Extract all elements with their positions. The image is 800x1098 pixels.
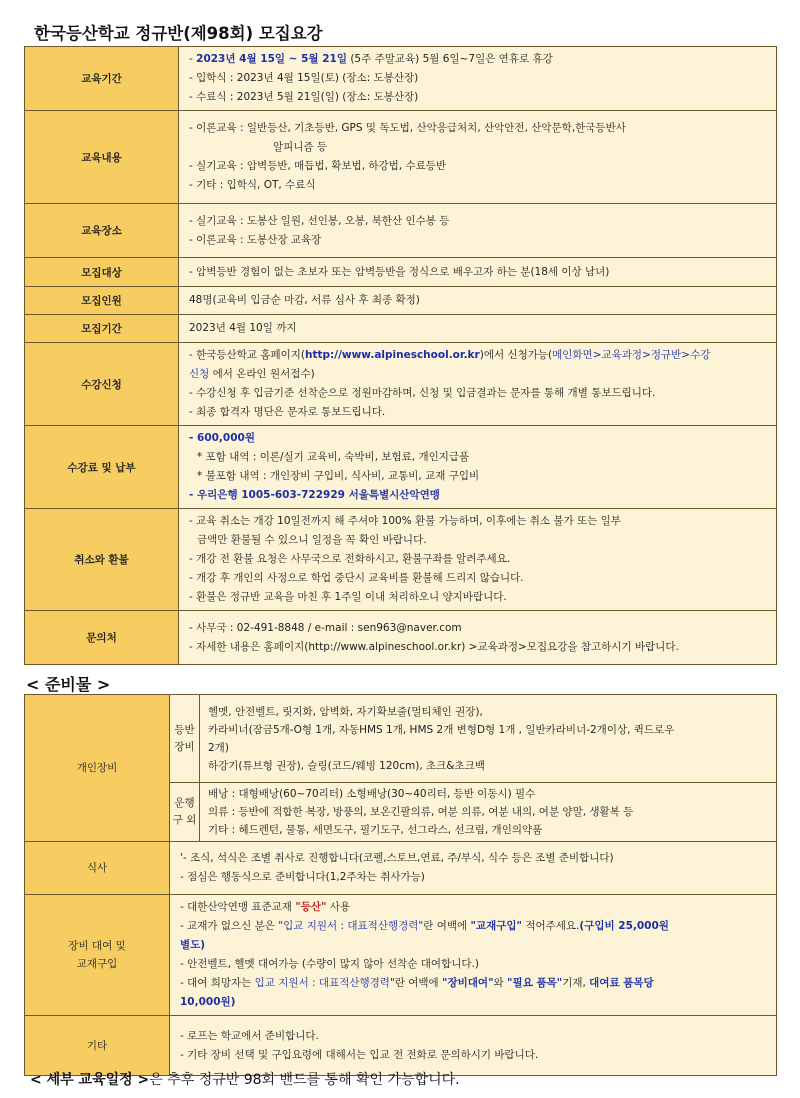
- label-period: 교육기간: [25, 47, 179, 111]
- label-place: 교육장소: [25, 204, 179, 258]
- label-count: 모집인원: [25, 287, 179, 315]
- row-deadline: 모집기간 2023년 4월 10일 까지: [25, 315, 777, 343]
- row-contact: 문의처 - 사무국 : 02-491-8848 / e-mail : sen963@naver.com - 자세한 내용은 홈페이지(http://www.alpineschool.or.kr) >교육과정>모집요강을 참고하시기 바랍니다.: [25, 611, 777, 665]
- period-dates: 2023년 4월 15일 ~ 5월 21일: [196, 53, 347, 65]
- row-refund: 취소와 환불 - 교육 취소는 개강 10일전까지 해 주셔야 100% 환불 가능하며, 이후에는 취소 불가 또는 일부 금액만 환불될 수 있으니 일정을 꼭 확인 바랍니다. - 개강 전 환불 요청은 사무국으로 전화하시고, 환불구좌를 알려주세요. - 개강 후 개인의 사정으로 학업 중단시 교육비를 환불해 드리지 않습니다. - 환불은 정규반 교육을 마친 후 1주일 이내 처리하오니 양지바랍니다.: [25, 509, 777, 611]
- homepage-link[interactable]: http://www.alpineschool.or.kr: [305, 349, 480, 361]
- label-rental: 장비 대여 및 교재구입: [25, 895, 170, 1016]
- row-period: [25, 47, 777, 111]
- label-apply: 수강신청: [25, 343, 179, 426]
- row-fee: 수강료 및 납부 - 600,000원 * 포함 내역 : 이론/실기 교육비, 숙박비, 보험료, 개인지급품 * 불포함 내역 : 개인장비 구입비, 식사비, 교통비, 교재 구입비 - 우리은행 1005-603-722929 서울특별시산악연맹: [25, 426, 777, 509]
- label-etc: 기타: [25, 1016, 170, 1076]
- page-title: 한국등산학교 정규반(제98회) 모집요강: [34, 24, 323, 43]
- label-content: 교육내용: [25, 111, 179, 204]
- label-personal: 개인장비: [25, 695, 170, 842]
- row-rental: 장비 대여 및 교재구입 - 대한산악연맹 표준교재 "등산" 사용 - 교재가 없으신 분은 "입교 지원서 : 대표적산행경력"란 여백에 "교재구입" 적어주세요.(구입비 25,000원 별도) - 안전벨트, 헬멧 대여가능 (수량이 많지 않아 선착순 대여합니다.) - 대여 희망자는 입교 지원서 : 대표적산행경력"란 여백에 "장비대여"와 "필요 품목"기재, 대여료 품목당 10,000원): [25, 895, 777, 1016]
- row-etc: 기타 - 로프는 학교에서 준비합니다. - 기타 장비 선택 및 구입요령에 대해서는 입교 전 전화로 문의하시기 바랍니다.: [25, 1016, 777, 1076]
- label-contact: 문의처: [25, 611, 179, 665]
- label-deadline: 모집기간: [25, 315, 179, 343]
- recruit-table: [24, 46, 777, 665]
- prep-heading: < 준비물 >: [26, 675, 111, 694]
- row-count: 모집인원 48명(교육비 입금순 마감, 서류 심사 후 최종 확정): [25, 287, 777, 315]
- prep-table: [24, 694, 777, 1076]
- label-fee: 수강료 및 납부: [25, 426, 179, 509]
- label-meal: 식사: [25, 842, 170, 895]
- row-move-gear: 운행 구 외 배낭 : 대형배낭(60~70리터) 소형배낭(30~40리터, 등반 이동시) 필수 의류 : 등반에 적합한 복장, 방풍의, 보온긴팔의류, 여분 의류, 여분 내의, 여분 양말, 생활복 등 기타 : 헤드렌턴, 물통, 세면도구, 필기도구, 선그라스, 선크림, 개인의약품: [25, 783, 777, 842]
- label-refund: 취소와 환불: [25, 509, 179, 611]
- row-place: 교육장소 - 실기교육 : 도봉산 일원, 선인봉, 오봉, 북한산 인수봉 등 - 이론교육 : 도봉산장 교육장: [25, 204, 777, 258]
- footer-note: < 세부 교육일정 >은 추후 정규반 98회 밴드를 통해 확인 가능합니다.: [30, 1072, 460, 1088]
- row-meal: 식사 '- 조식, 석식은 조별 취사로 진행합니다(코펠,스토브,연료, 주/부식, 식수 등은 조별 준비합니다) - 점심은 행동식으로 준비합니다(1,2주차는 취사가능): [25, 842, 777, 895]
- fee-amount: - 600,000원: [189, 432, 255, 444]
- row-climb-gear: 개인장비 등반 장비 헬멧, 안전벨트, 릿지화, 암벽화, 자기확보줄(멀티체인 권장), 카라비너(잠금5개-O형 1개, 자동HMS 1개, HMS 2개 변형D형 1개 , 일반카라비너-2개이상, 퀵드로우 2개) 하강기(튜브형 권장), 슬링(코드/웨빙 120cm), 초크&초크백: [25, 695, 777, 783]
- sublabel-move: 운행 구 외: [170, 783, 200, 842]
- content-content: - 이론교육 : 일반등산, 기초등반, GPS 및 독도법, 산악응급처치, 산악안전, 산악문학,한국등반사 알피니즘 등 - 실기교육 : 암벽등반, 매듭법, 확보법, 하강법, 수료등반 - 기타 : 입학식, OT, 수료식: [179, 111, 777, 204]
- apply-path: 메인화면>교육과정>정규반>수강: [552, 349, 711, 361]
- row-content: [25, 111, 777, 204]
- sublabel-climb: 등반 장비: [170, 695, 200, 783]
- period-content: - 2023년 4월 15일 ~ 5월 21일 (5주 주말교육) 5월 6일~7일은 연휴로 휴강 - 입학식 : 2023년 4월 15일(토) (장소: 도봉산장) - 수료식 : 2023년 5월 21일(일) (장소: 도봉산장): [179, 47, 777, 111]
- bank-account: - 우리은행 1005-603-722929 서울특별시산악연맹: [189, 489, 440, 501]
- row-target: 모집대상 - 암벽등반 경험이 없는 초보자 또는 암벽등반을 정식으로 배우고자 하는 분(18세 이상 남녀): [25, 258, 777, 287]
- row-apply: 수강신청 - 한국등산학교 홈페이지(http://www.alpineschool.or.kr)에서 신청가능(메인화면>교육과정>정규반>수강 신청 에서 온라인 원서접수) - 수강신청 후 입금기준 선착순으로 정원마감하며, 신청 및 입금결과는 문자를 통해 개별 통보드립니다. - 최종 합격자 명단은 문자로 통보드립니다.: [25, 343, 777, 426]
- label-target: 모집대상: [25, 258, 179, 287]
